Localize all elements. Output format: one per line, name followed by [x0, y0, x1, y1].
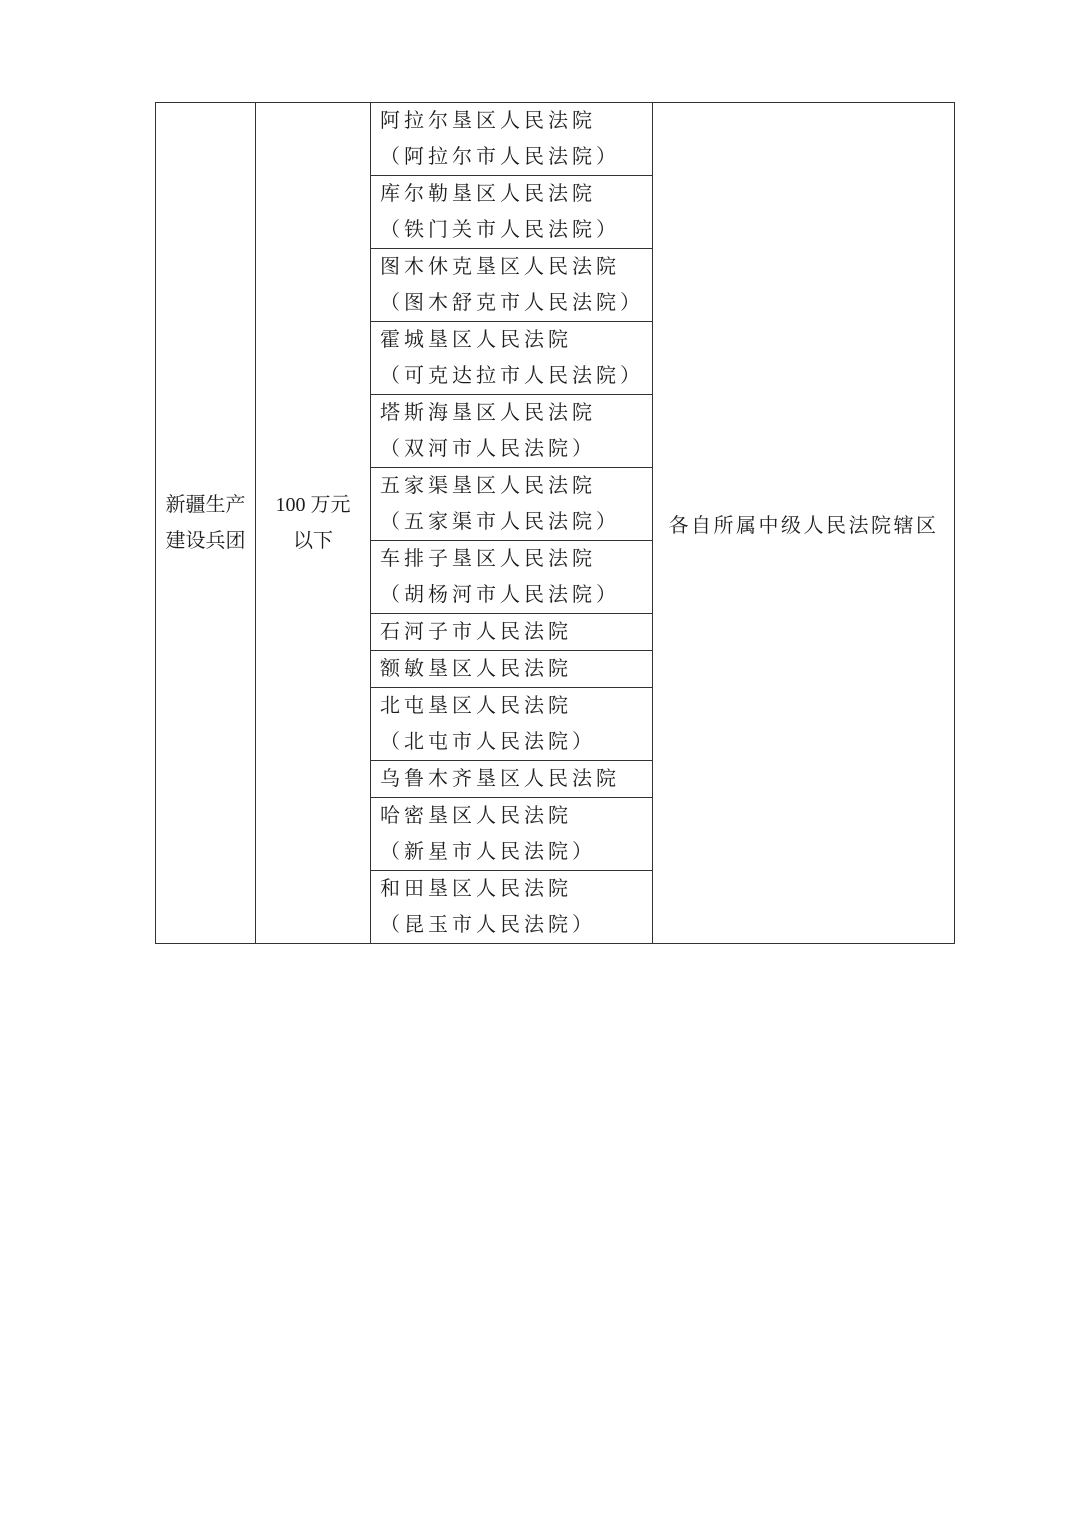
- region-line-1: 新疆生产: [165, 494, 246, 516]
- amount-line-2: 以下: [293, 530, 333, 552]
- court-cell: [371, 871, 653, 944]
- amount-line-1: 100 万元: [275, 494, 351, 516]
- court-cell: [371, 468, 653, 541]
- court-name: 乌鲁木齐垦区人民法院: [380, 768, 620, 790]
- court-cell: [371, 176, 653, 249]
- table-row: [156, 103, 955, 176]
- court-name: 塔斯海垦区人民法院: [380, 402, 596, 424]
- court-alt-name: （图木舒克市人民法院）: [380, 292, 644, 314]
- court-cell: [371, 688, 653, 761]
- amount-cell: [256, 103, 371, 944]
- court-name: 车排子垦区人民法院: [380, 548, 596, 570]
- court-cell: [371, 614, 653, 651]
- court-name: 霍城垦区人民法院: [380, 329, 572, 351]
- court-cell: [371, 322, 653, 395]
- court-cell: [371, 249, 653, 322]
- court-name: 和田垦区人民法院: [380, 878, 572, 900]
- court-name: 哈密垦区人民法院: [380, 805, 572, 827]
- court-name: 额敏垦区人民法院: [380, 658, 572, 680]
- jurisdiction-cell: 各自所属中级人民法院辖区: [653, 103, 955, 944]
- court-cell: [371, 761, 653, 798]
- court-cell: [371, 541, 653, 614]
- court-alt-name: （可克达拉市人民法院）: [380, 365, 644, 387]
- court-cell: [371, 395, 653, 468]
- court-alt-name: （五家渠市人民法院）: [380, 511, 620, 533]
- court-alt-name: （北屯市人民法院）: [380, 731, 596, 753]
- court-name: 阿拉尔垦区人民法院: [380, 110, 596, 132]
- region-cell: [156, 103, 256, 944]
- court-alt-name: （胡杨河市人民法院）: [380, 584, 620, 606]
- court-cell: [371, 103, 653, 176]
- court-alt-name: （双河市人民法院）: [380, 438, 596, 460]
- court-name: 五家渠垦区人民法院: [380, 475, 596, 497]
- court-name: 图木休克垦区人民法院: [380, 256, 620, 278]
- court-name: 库尔勒垦区人民法院: [380, 183, 596, 205]
- court-name: 北屯垦区人民法院: [380, 695, 572, 717]
- court-alt-name: （阿拉尔市人民法院）: [380, 146, 620, 168]
- court-cell: [371, 651, 653, 688]
- jurisdiction-table: [155, 102, 955, 944]
- court-cell: [371, 798, 653, 871]
- court-alt-name: （新星市人民法院）: [380, 841, 596, 863]
- region-line-2: 建设兵团: [165, 530, 246, 552]
- court-alt-name: （铁门关市人民法院）: [380, 219, 620, 241]
- court-name: 石河子市人民法院: [380, 621, 572, 643]
- court-alt-name: （昆玉市人民法院）: [380, 914, 596, 936]
